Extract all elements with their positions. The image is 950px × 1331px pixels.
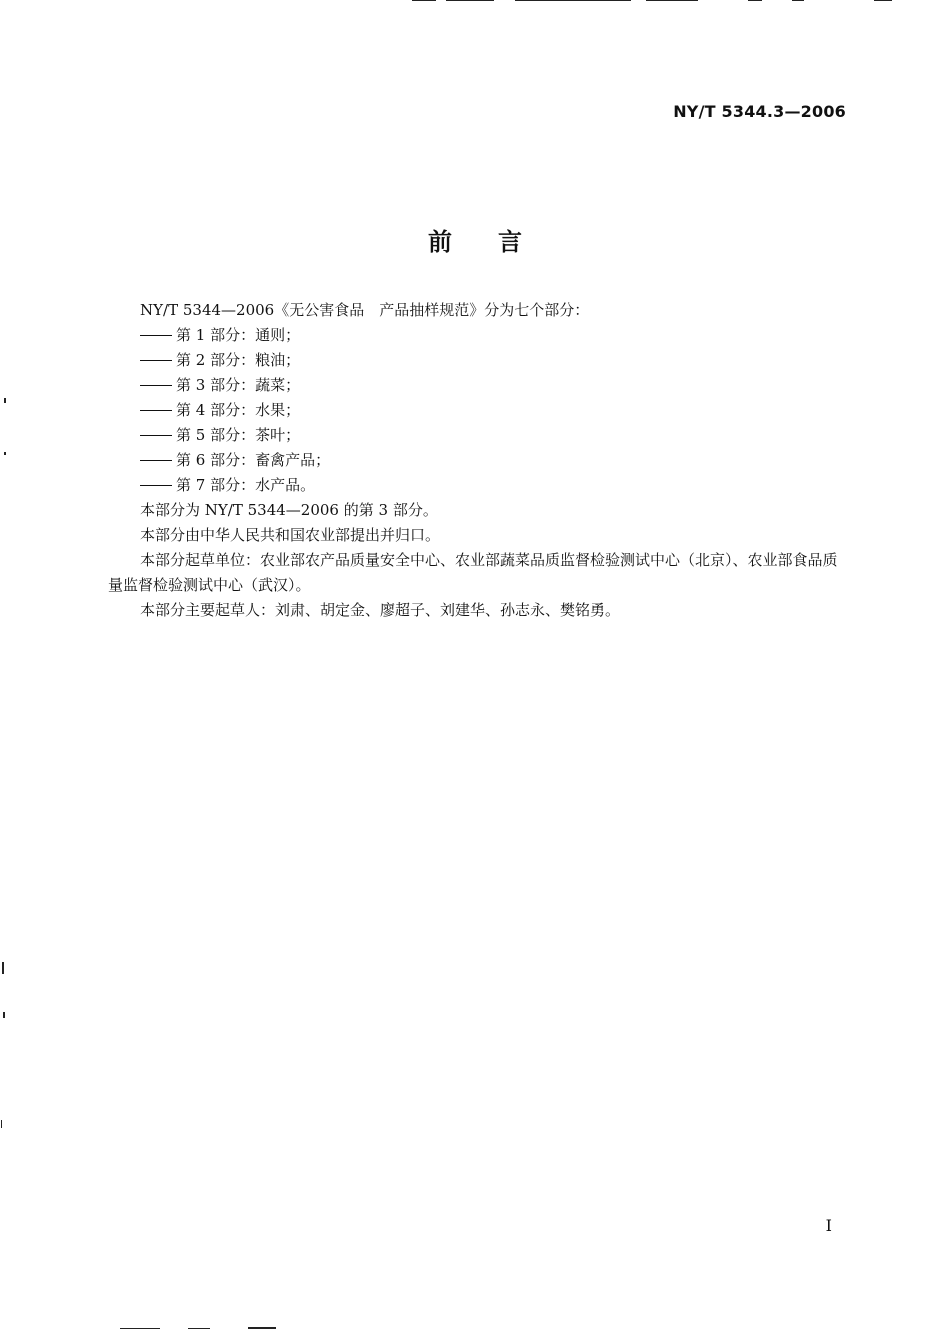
scan-artifact-bottom-3: [248, 1327, 276, 1329]
scan-artifact-top-3: [515, 0, 631, 1]
page-title: 前言: [428, 228, 568, 256]
scan-artifact-top-1: [412, 0, 436, 1]
proposer-paragraph: 本部分由中华人民共和国农业部提出并归口。: [140, 526, 441, 544]
dash-mark: [140, 360, 172, 361]
standard-number: NY/T 5344.3—2006: [673, 102, 846, 121]
part-label: 第 1 部分：通则；: [176, 326, 301, 344]
document-body: [108, 298, 850, 623]
this-part-paragraph: 本部分为 NY/T 5344—2006 的第 3 部分。: [140, 501, 438, 519]
part-label: 第 5 部分：茶叶；: [176, 426, 301, 444]
scan-artifact-bottom-2: [188, 1328, 210, 1329]
dash-mark: [140, 385, 172, 386]
scan-artifact-left-2: [4, 452, 6, 455]
list-item: [108, 323, 850, 348]
list-item: [108, 373, 850, 398]
scan-artifact-top-2: [446, 0, 494, 1]
dash-mark: [140, 485, 172, 486]
list-item: [108, 473, 850, 498]
scan-artifact-left-5: [1, 1120, 2, 1128]
part-label: 第 4 部分：水果；: [176, 401, 301, 419]
list-item: [108, 423, 850, 448]
parts-list: [108, 323, 850, 498]
scan-artifact-left-1: [4, 398, 6, 403]
drafters-paragraph: 本部分主要起草人：刘肃、胡定金、廖超子、刘建华、孙志永、樊铭勇。: [140, 601, 621, 619]
part-label: 第 3 部分：蔬菜；: [176, 376, 301, 394]
scan-artifact-top-7: [874, 0, 892, 1]
list-item: [108, 348, 850, 373]
dash-mark: [140, 410, 172, 411]
scan-artifact-top-4: [646, 0, 698, 1]
part-label: 第 7 部分：水产品。: [176, 476, 316, 494]
scan-artifact-top-5: [748, 0, 762, 1]
drafting-units-paragraph: 本部分起草单位：农业部农产品质量安全中心、农业部蔬菜品质监督检验测试中心（北京）、农业部食品质量监督检验测试中心（武汉）。: [108, 551, 838, 594]
scan-artifact-top-6: [792, 0, 804, 1]
scan-artifact-bottom-1: [120, 1328, 160, 1329]
dash-mark: [140, 460, 172, 461]
dash-mark: [140, 435, 172, 436]
scan-artifact-left-4: [3, 1012, 5, 1018]
intro-paragraph: NY/T 5344—2006《无公害食品 产品抽样规范》分为七个部分：: [140, 301, 590, 319]
scan-artifact-left-3: [2, 962, 4, 974]
list-item: [108, 448, 850, 473]
part-label: 第 2 部分：粮油；: [176, 351, 301, 369]
dash-mark: [140, 335, 172, 336]
part-label: 第 6 部分：畜禽产品；: [176, 451, 331, 469]
page-number: I: [825, 1216, 832, 1235]
list-item: [108, 398, 850, 423]
